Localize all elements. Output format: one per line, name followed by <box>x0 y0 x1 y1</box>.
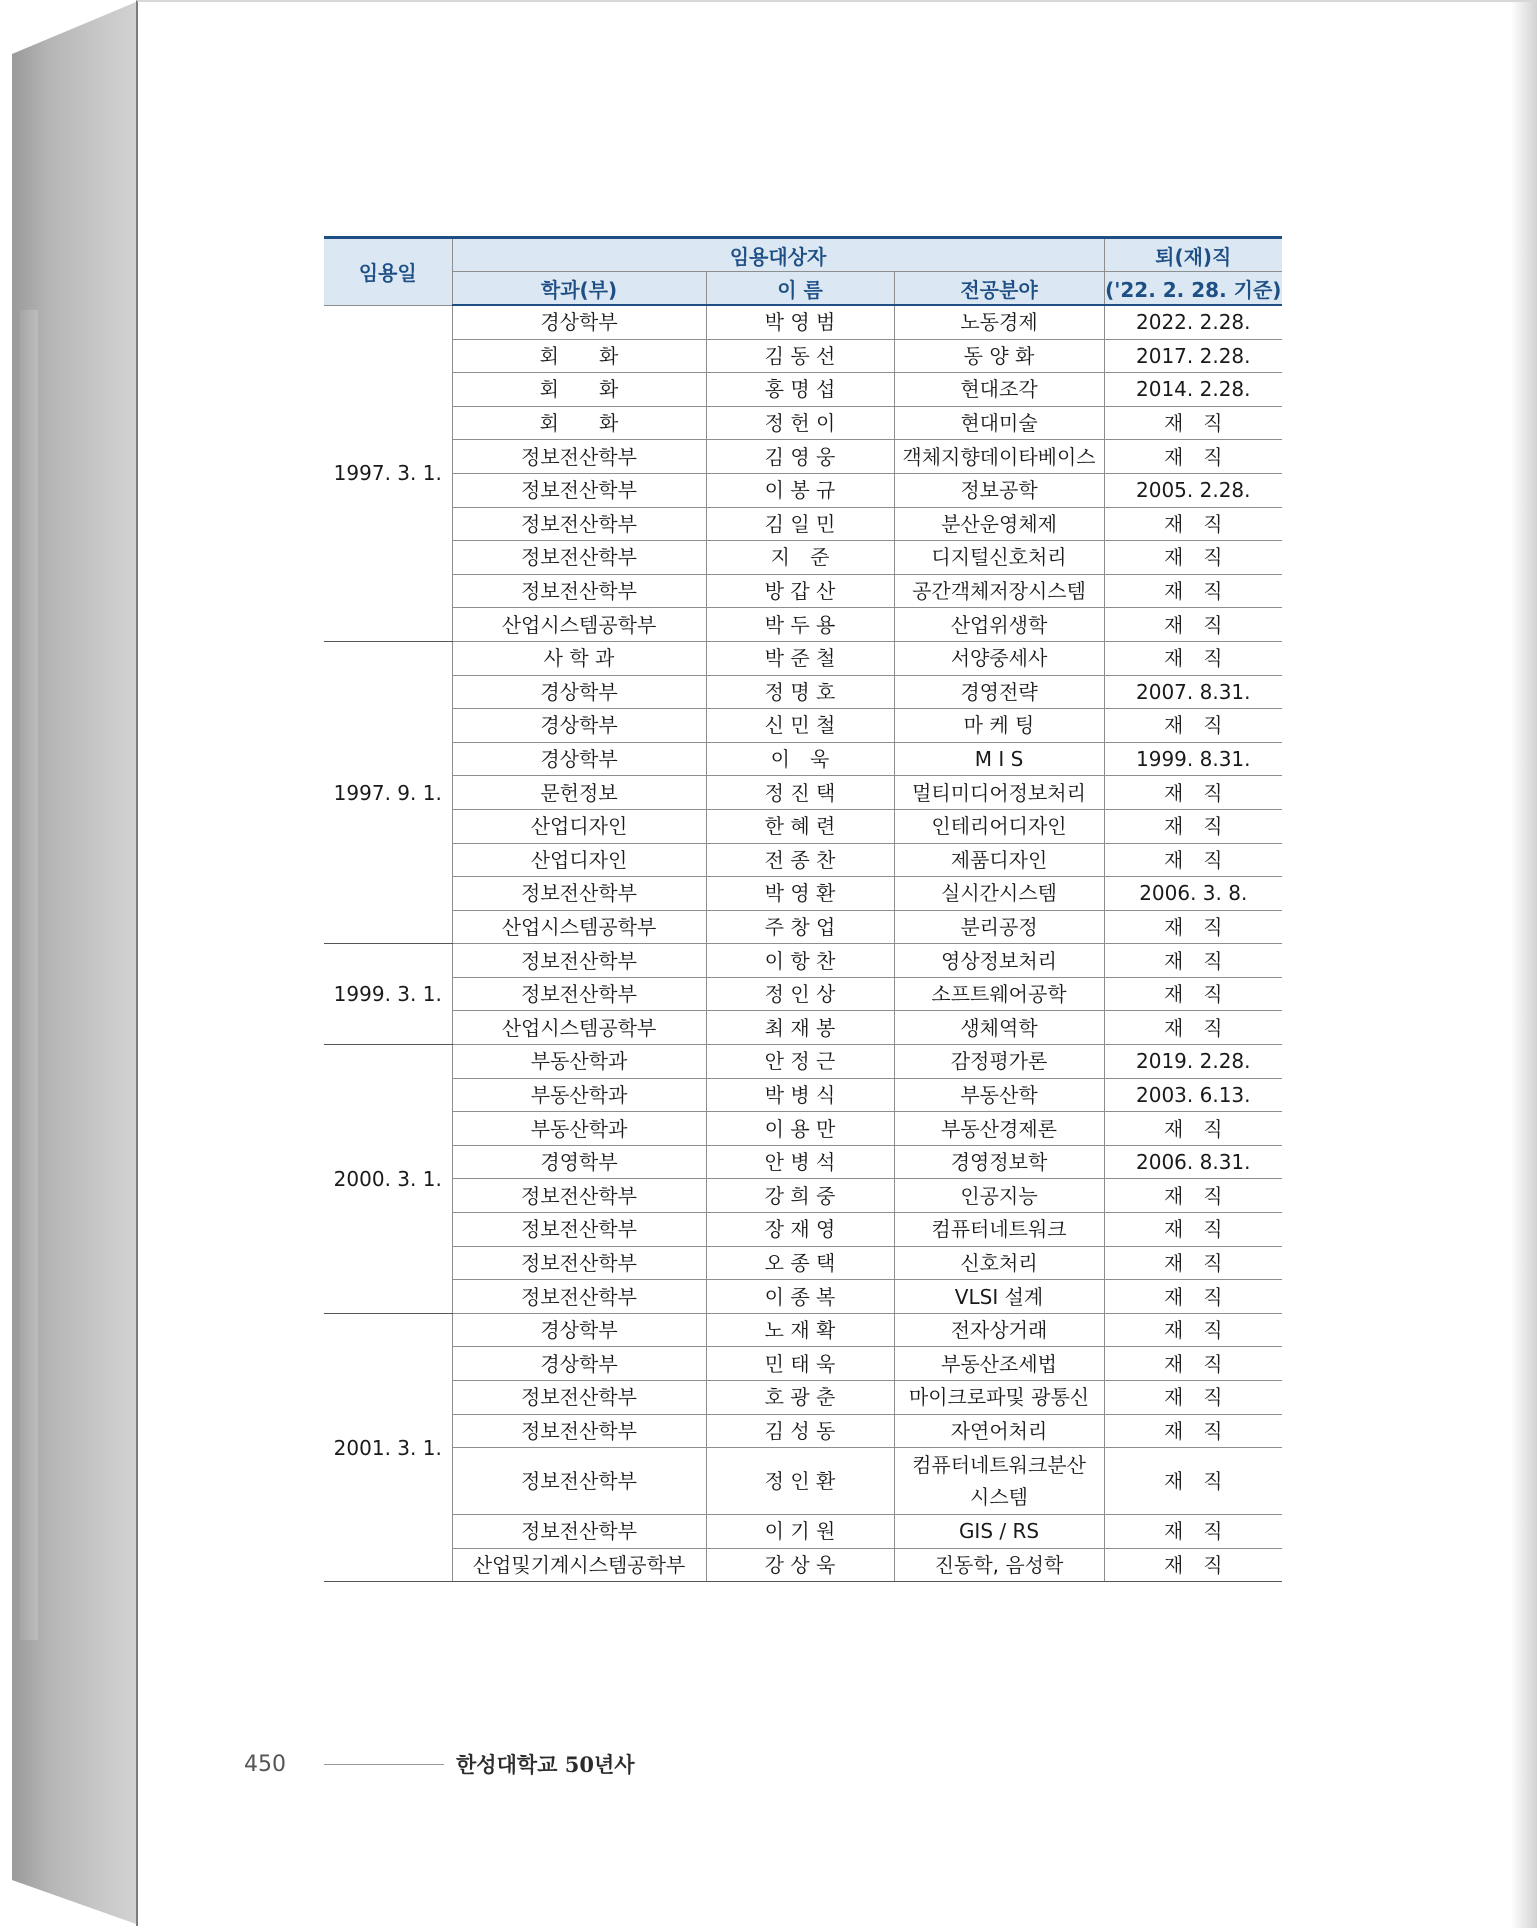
field-line-1: 컴퓨터네트워크분산 <box>912 1453 1086 1478</box>
name-cell: 강 상 욱 <box>706 1548 894 1582</box>
table-row <box>324 809 1282 843</box>
field-cell: GIS / RS <box>894 1515 1104 1549</box>
table-row <box>324 1548 1282 1582</box>
field-cell: 정보공학 <box>894 473 1104 507</box>
table-row <box>324 641 1282 675</box>
book-spine-detail <box>20 310 38 1640</box>
table-row <box>324 1045 1282 1079</box>
name-cell: 노 재 확 <box>706 1313 894 1347</box>
status-cell: 재 직 <box>1104 541 1282 575</box>
name-cell: 오 종 택 <box>706 1246 894 1280</box>
name-cell: 이 욱 <box>706 742 894 776</box>
status-cell: 재 직 <box>1104 843 1282 877</box>
field-cell: 분산운영체제 <box>894 507 1104 541</box>
status-cell: 1999. 8.31. <box>1104 742 1282 776</box>
status-cell: 2019. 2.28. <box>1104 1045 1282 1079</box>
status-cell: 재 직 <box>1104 1347 1282 1381</box>
status-cell: 재 직 <box>1104 1179 1282 1213</box>
table-row <box>324 675 1282 709</box>
field-cell: VLSI 설계 <box>894 1280 1104 1314</box>
dept-cell: 정보전산학부 <box>452 977 706 1011</box>
status-cell: 재 직 <box>1104 574 1282 608</box>
field-cell: 경영전략 <box>894 675 1104 709</box>
appointment-date: 2001. 3. 1. <box>324 1313 452 1582</box>
table-row <box>324 373 1282 407</box>
dept-cell: 부동산학과 <box>452 1112 706 1146</box>
dept-cell: 문헌정보 <box>452 776 706 810</box>
field-cell: 경영정보학 <box>894 1145 1104 1179</box>
table-row <box>324 1381 1282 1415</box>
table-row <box>324 1145 1282 1179</box>
header-date: 임용일 <box>324 238 452 306</box>
status-cell: 2022. 2.28. <box>1104 305 1282 339</box>
name-cell: 전 종 찬 <box>706 843 894 877</box>
dept-cell: 경상학부 <box>452 1347 706 1381</box>
dept-cell: 경상학부 <box>452 305 706 339</box>
table-row <box>324 877 1282 911</box>
dept-cell: 정보전산학부 <box>452 1246 706 1280</box>
field-cell: 마 케 팅 <box>894 709 1104 743</box>
table-row <box>324 1078 1282 1112</box>
name-cell: 김 성 동 <box>706 1414 894 1448</box>
status-cell: 재 직 <box>1104 944 1282 978</box>
field-cell: 제품디자인 <box>894 843 1104 877</box>
table-row <box>324 843 1282 877</box>
status-cell: 2006. 8.31. <box>1104 1145 1282 1179</box>
table-row <box>324 507 1282 541</box>
status-cell: 2005. 2.28. <box>1104 473 1282 507</box>
dept-cell: 정보전산학부 <box>452 1179 706 1213</box>
status-cell: 재 직 <box>1104 1515 1282 1549</box>
dept-cell: 정보전산학부 <box>452 1280 706 1314</box>
dept-cell: 산업시스템공학부 <box>452 910 706 944</box>
field-cell: 노동경제 <box>894 305 1104 339</box>
name-cell: 안 정 근 <box>706 1045 894 1079</box>
field-cell: 부동산경제론 <box>894 1112 1104 1146</box>
appointment-date: 1997. 9. 1. <box>324 641 452 943</box>
table-row <box>324 574 1282 608</box>
field-cell: 객체지향데이타베이스 <box>894 440 1104 474</box>
page-number: 450 <box>244 1751 286 1777</box>
dept-cell: 정보전산학부 <box>452 1213 706 1247</box>
header-name: 이 름 <box>706 272 894 306</box>
field-cell: 인공지능 <box>894 1179 1104 1213</box>
name-cell: 이 용 만 <box>706 1112 894 1146</box>
field-cell: 분리공정 <box>894 910 1104 944</box>
status-cell: 재 직 <box>1104 977 1282 1011</box>
table-row <box>324 776 1282 810</box>
name-cell: 주 창 업 <box>706 910 894 944</box>
field-cell: 동 양 화 <box>894 339 1104 373</box>
name-cell: 이 기 원 <box>706 1515 894 1549</box>
status-cell: 재 직 <box>1104 1381 1282 1415</box>
dept-cell: 회 화 <box>452 373 706 407</box>
dept-cell: 정보전산학부 <box>452 944 706 978</box>
appointment-date: 2000. 3. 1. <box>324 1045 452 1314</box>
name-cell: 김 영 웅 <box>706 440 894 474</box>
dept-cell: 경영학부 <box>452 1145 706 1179</box>
table-row <box>324 406 1282 440</box>
footer-divider <box>324 1764 444 1765</box>
dept-cell: 경상학부 <box>452 675 706 709</box>
appointment-date: 1999. 3. 1. <box>324 944 452 1045</box>
status-cell: 재 직 <box>1104 1246 1282 1280</box>
name-cell: 방 갑 산 <box>706 574 894 608</box>
table-row <box>324 709 1282 743</box>
dept-cell: 정보전산학부 <box>452 507 706 541</box>
name-cell: 정 인 환 <box>706 1448 894 1515</box>
field-cell: 인테리어디자인 <box>894 809 1104 843</box>
field-cell: M I S <box>894 742 1104 776</box>
field-cell: 자연어처리 <box>894 1414 1104 1448</box>
name-cell: 지 준 <box>706 541 894 575</box>
table-row <box>324 1414 1282 1448</box>
name-cell: 안 병 석 <box>706 1145 894 1179</box>
field-cell: 공간객체저장시스템 <box>894 574 1104 608</box>
table-row <box>324 1448 1282 1515</box>
field-cell: 생체역학 <box>894 1011 1104 1045</box>
field-cell: 진동학, 음성학 <box>894 1548 1104 1582</box>
status-cell: 2014. 2.28. <box>1104 373 1282 407</box>
table-row <box>324 339 1282 373</box>
dept-cell: 회 화 <box>452 339 706 373</box>
dept-cell: 정보전산학부 <box>452 440 706 474</box>
field-cell: 신호처리 <box>894 1246 1104 1280</box>
field-cell: 소프트웨어공학 <box>894 977 1104 1011</box>
table-body <box>324 305 1282 1582</box>
table-row <box>324 1179 1282 1213</box>
name-cell: 정 진 택 <box>706 776 894 810</box>
table-row <box>324 305 1282 339</box>
name-cell: 박 영 범 <box>706 305 894 339</box>
field-cell: 서양중세사 <box>894 641 1104 675</box>
dept-cell: 산업시스템공학부 <box>452 608 706 642</box>
name-cell: 신 민 철 <box>706 709 894 743</box>
dept-cell: 정보전산학부 <box>452 1381 706 1415</box>
status-cell: 재 직 <box>1104 1011 1282 1045</box>
dept-cell: 정보전산학부 <box>452 1414 706 1448</box>
table-row <box>324 910 1282 944</box>
table-row <box>324 473 1282 507</box>
dept-cell: 정보전산학부 <box>452 541 706 575</box>
status-cell: 재 직 <box>1104 440 1282 474</box>
name-cell: 박 영 환 <box>706 877 894 911</box>
table-row <box>324 1011 1282 1045</box>
table-row <box>324 1313 1282 1347</box>
status-cell: 2006. 3. 8. <box>1104 877 1282 911</box>
name-cell: 정 명 호 <box>706 675 894 709</box>
name-cell: 이 봉 규 <box>706 473 894 507</box>
name-cell: 김 동 선 <box>706 339 894 373</box>
header-status-basis: ('22. 2. 28. 기준) <box>1104 272 1282 306</box>
dept-cell: 회 화 <box>452 406 706 440</box>
field-cell: 현대조각 <box>894 373 1104 407</box>
name-cell: 민 태 욱 <box>706 1347 894 1381</box>
table-row <box>324 944 1282 978</box>
dept-cell: 산업디자인 <box>452 809 706 843</box>
field-cell: 전자상거래 <box>894 1313 1104 1347</box>
status-cell: 재 직 <box>1104 1414 1282 1448</box>
dept-cell: 부동산학과 <box>452 1078 706 1112</box>
field-cell: 감정평가론 <box>894 1045 1104 1079</box>
dept-cell: 산업시스템공학부 <box>452 1011 706 1045</box>
dept-cell: 사 학 과 <box>452 641 706 675</box>
name-cell: 홍 명 섭 <box>706 373 894 407</box>
field-cell: 디지털신호처리 <box>894 541 1104 575</box>
status-cell: 재 직 <box>1104 776 1282 810</box>
dept-cell: 정보전산학부 <box>452 574 706 608</box>
status-cell: 2007. 8.31. <box>1104 675 1282 709</box>
name-cell: 최 재 봉 <box>706 1011 894 1045</box>
status-cell: 재 직 <box>1104 809 1282 843</box>
table-header <box>324 238 1282 306</box>
dept-cell: 경상학부 <box>452 742 706 776</box>
appointment-table <box>324 236 1282 1582</box>
table-row <box>324 1246 1282 1280</box>
header-field: 전공분야 <box>894 272 1104 306</box>
status-cell: 재 직 <box>1104 910 1282 944</box>
status-cell: 재 직 <box>1104 507 1282 541</box>
table-row <box>324 1280 1282 1314</box>
status-cell: 2003. 6.13. <box>1104 1078 1282 1112</box>
status-cell: 재 직 <box>1104 406 1282 440</box>
name-cell: 정 헌 이 <box>706 406 894 440</box>
page-gutter-shadow <box>1511 2 1537 1928</box>
status-cell: 재 직 <box>1104 1448 1282 1515</box>
field-cell: 부동산학 <box>894 1078 1104 1112</box>
name-cell: 이 항 찬 <box>706 944 894 978</box>
field-cell <box>894 1448 1104 1515</box>
dept-cell: 산업및기계시스템공학부 <box>452 1548 706 1582</box>
table-row <box>324 1515 1282 1549</box>
status-cell: 재 직 <box>1104 641 1282 675</box>
dept-cell: 경상학부 <box>452 709 706 743</box>
table-row <box>324 1112 1282 1146</box>
status-cell: 재 직 <box>1104 1112 1282 1146</box>
field-cell: 산업위생학 <box>894 608 1104 642</box>
name-cell: 한 혜 련 <box>706 809 894 843</box>
name-cell: 이 종 복 <box>706 1280 894 1314</box>
name-cell: 장 재 영 <box>706 1213 894 1247</box>
name-cell: 김 일 민 <box>706 507 894 541</box>
name-cell: 박 준 철 <box>706 641 894 675</box>
header-status: 퇴(재)직 <box>1104 238 1282 272</box>
field-cell: 컴퓨터네트워크 <box>894 1213 1104 1247</box>
dept-cell: 산업디자인 <box>452 843 706 877</box>
field-cell: 실시간시스템 <box>894 877 1104 911</box>
table-row <box>324 608 1282 642</box>
name-cell: 박 병 식 <box>706 1078 894 1112</box>
status-cell: 재 직 <box>1104 1213 1282 1247</box>
field-cell: 멀티미디어정보처리 <box>894 776 1104 810</box>
field-cell: 현대미술 <box>894 406 1104 440</box>
status-cell: 재 직 <box>1104 709 1282 743</box>
status-cell: 재 직 <box>1104 1313 1282 1347</box>
table-row <box>324 742 1282 776</box>
table-row <box>324 1347 1282 1381</box>
dept-cell: 정보전산학부 <box>452 1515 706 1549</box>
table-row <box>324 977 1282 1011</box>
name-cell: 정 인 상 <box>706 977 894 1011</box>
dept-cell: 정보전산학부 <box>452 473 706 507</box>
dept-cell: 정보전산학부 <box>452 1448 706 1515</box>
status-cell: 재 직 <box>1104 608 1282 642</box>
dept-cell: 경상학부 <box>452 1313 706 1347</box>
field-line-2: 시스템 <box>970 1485 1028 1510</box>
field-cell: 부동산조세법 <box>894 1347 1104 1381</box>
status-cell: 2017. 2.28. <box>1104 339 1282 373</box>
header-target-group: 임용대상자 <box>452 238 1104 272</box>
table-row <box>324 1213 1282 1247</box>
field-cell: 영상정보처리 <box>894 944 1104 978</box>
status-cell: 재 직 <box>1104 1280 1282 1314</box>
header-dept: 학과(부) <box>452 272 706 306</box>
field-cell: 마이크로파및 광통신 <box>894 1381 1104 1415</box>
table-row <box>324 440 1282 474</box>
dept-cell: 부동산학과 <box>452 1045 706 1079</box>
page-footer <box>244 1744 635 1784</box>
status-cell: 재 직 <box>1104 1548 1282 1582</box>
dept-cell: 정보전산학부 <box>452 877 706 911</box>
name-cell: 박 두 용 <box>706 608 894 642</box>
book-title: 한성대학교 50년사 <box>456 1752 635 1777</box>
name-cell: 강 희 중 <box>706 1179 894 1213</box>
name-cell: 호 광 춘 <box>706 1381 894 1415</box>
appointment-date: 1997. 3. 1. <box>324 305 452 641</box>
table-row <box>324 541 1282 575</box>
